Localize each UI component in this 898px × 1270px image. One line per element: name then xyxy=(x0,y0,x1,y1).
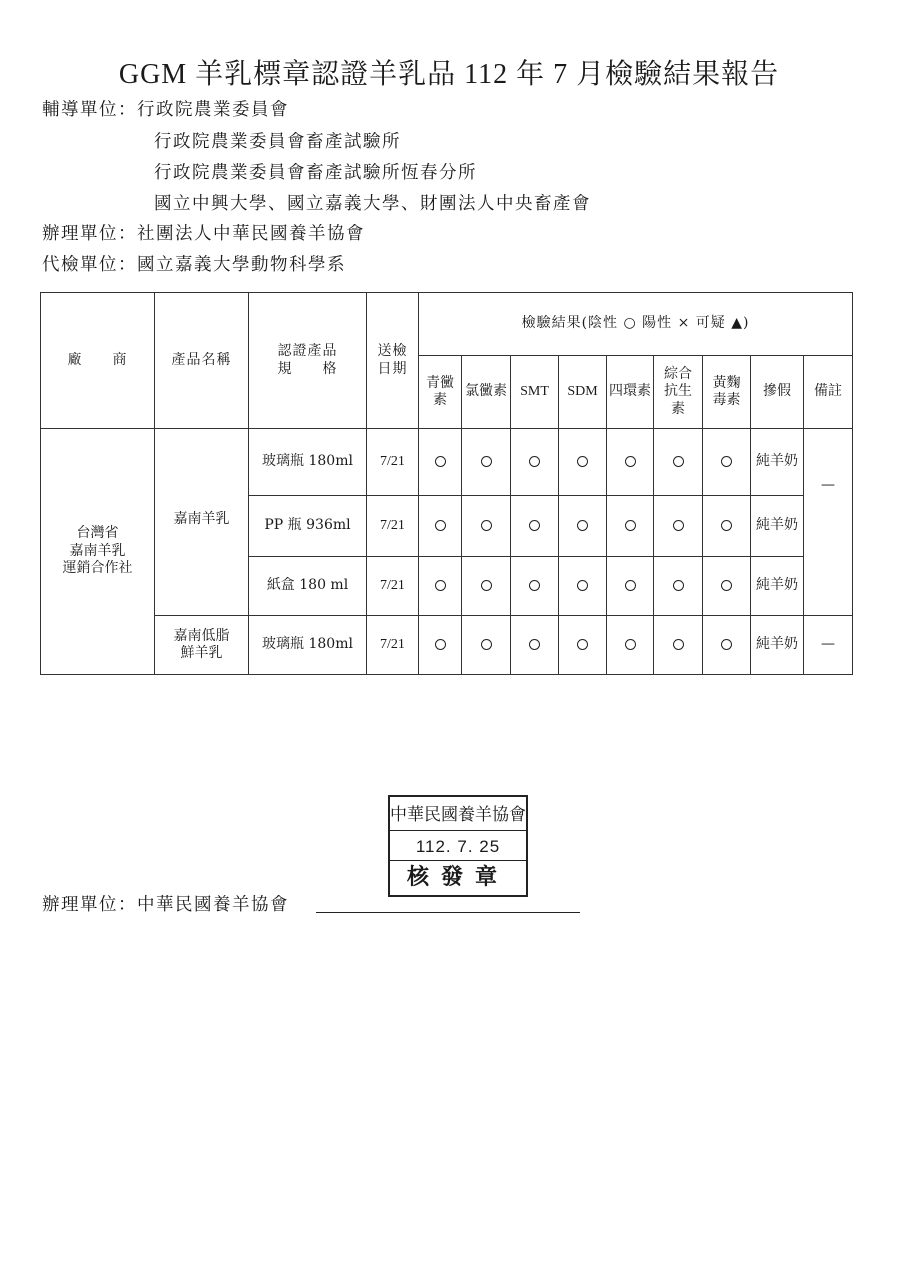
result-cell xyxy=(607,616,654,675)
header-product: 產品名稱 xyxy=(155,293,249,429)
header-test-sdm xyxy=(559,356,607,429)
negative-circle-icon xyxy=(435,580,446,591)
result-cell xyxy=(419,429,462,496)
result-cell xyxy=(419,496,462,557)
adulteration-cell: 純羊奶 xyxy=(751,429,804,496)
result-cell xyxy=(654,557,703,616)
result-cell xyxy=(703,429,751,496)
negative-circle-icon xyxy=(673,520,684,531)
result-cell xyxy=(559,616,607,675)
negative-circle-icon xyxy=(673,639,684,650)
negative-circle-icon xyxy=(529,456,540,467)
header-vendor: 廠 商 xyxy=(41,293,155,429)
header-test-antibiotics-l2: 抗生 xyxy=(664,383,692,400)
negative-circle-icon xyxy=(435,520,446,531)
header-spec-line2: 規 格 xyxy=(277,360,338,377)
result-cell xyxy=(462,429,511,496)
header-test-antibiotics xyxy=(654,356,703,429)
header-test-penicillin xyxy=(419,356,462,429)
header-test-smt xyxy=(511,356,559,429)
adulteration-cell: 純羊奶 xyxy=(751,557,804,616)
stamp-text: 核發章 xyxy=(390,860,526,893)
result-cell xyxy=(511,496,559,557)
negative-circle-icon xyxy=(721,456,732,467)
negative-circle-icon xyxy=(721,580,732,591)
tester-row xyxy=(42,251,346,276)
negative-circle-icon xyxy=(625,520,636,531)
header-test-penicillin-l2: 素 xyxy=(433,392,447,408)
negative-circle-icon xyxy=(481,639,492,650)
negative-circle-icon xyxy=(721,639,732,650)
approval-stamp xyxy=(388,795,528,897)
stamp-org: 中華民國養羊協會 xyxy=(390,800,526,831)
header-spec xyxy=(249,293,367,429)
result-cell xyxy=(703,496,751,557)
product-name-line-1: 嘉南低脂 xyxy=(173,627,230,644)
result-cell xyxy=(654,496,703,557)
results-table xyxy=(40,292,853,675)
date-cell: 7/21 xyxy=(367,557,419,616)
result-cell xyxy=(607,496,654,557)
product-name-line-2: 鮮羊乳 xyxy=(180,645,223,661)
footer-org: 中華民國養羊協會 xyxy=(137,895,289,915)
result-cell xyxy=(654,429,703,496)
result-cell xyxy=(462,557,511,616)
product-cell xyxy=(155,429,249,616)
result-cell xyxy=(511,429,559,496)
negative-circle-icon xyxy=(481,520,492,531)
footer-organizer xyxy=(42,891,289,916)
header-test-adulteration-l1: 摻假 xyxy=(763,383,791,400)
negative-circle-icon xyxy=(625,580,636,591)
date-cell: 7/21 xyxy=(367,496,419,557)
advisory-unit-1: 行政院農業委員會 xyxy=(137,100,289,120)
spec-cell: 玻璃瓶 180ml xyxy=(249,616,367,675)
header-note-l1: 備註 xyxy=(814,383,843,400)
negative-circle-icon xyxy=(481,456,492,467)
negative-circle-icon xyxy=(529,580,540,591)
spec-cell: 玻璃瓶 180ml xyxy=(249,429,367,496)
note-cell: — xyxy=(804,429,853,616)
negative-circle-icon xyxy=(435,456,446,467)
header-test-chloramphenicol xyxy=(462,356,511,429)
header-test-aflatoxin xyxy=(703,356,751,429)
spec-cell: 紙盒 180 ml xyxy=(249,557,367,616)
result-cell xyxy=(607,557,654,616)
advisory-unit-3: 行政院農業委員會畜產試驗所恆春分所 xyxy=(154,163,477,183)
header-test-adulteration xyxy=(751,356,804,429)
header-test-chloramphenicol-l1: 氯黴素 xyxy=(465,383,507,400)
note-cell: — xyxy=(804,616,853,675)
advisory-unit-row xyxy=(42,96,289,121)
table-row xyxy=(41,616,853,675)
header-row-1 xyxy=(41,293,853,356)
header-date-line1: 送檢 xyxy=(377,343,408,359)
negative-circle-icon xyxy=(481,580,492,591)
negative-circle-icon xyxy=(625,456,636,467)
header-date xyxy=(367,293,419,429)
footer-label: 辦理單位： xyxy=(42,895,137,915)
header-test-tetracycline xyxy=(607,356,654,429)
result-cell xyxy=(559,429,607,496)
header-results: 檢驗結果(陰性 ○ 陽性 × 可疑 ▲) xyxy=(419,293,853,356)
signature-line xyxy=(316,912,580,913)
header-date-line2: 日期 xyxy=(377,360,408,377)
table-row xyxy=(41,429,853,496)
result-cell xyxy=(511,616,559,675)
result-cell xyxy=(419,557,462,616)
negative-circle-icon xyxy=(577,456,588,467)
adulteration-cell: 純羊奶 xyxy=(751,496,804,557)
result-cell xyxy=(559,496,607,557)
header-test-aflatoxin-l2: 毒素 xyxy=(712,392,741,408)
result-cell xyxy=(703,616,751,675)
advisory-unit-2: 行政院農業委員會畜產試驗所 xyxy=(154,132,401,152)
negative-circle-icon xyxy=(577,580,588,591)
organizer-name: 社團法人中華民國養羊協會 xyxy=(137,224,365,244)
result-cell xyxy=(511,557,559,616)
product-name: 嘉南羊乳 xyxy=(173,511,230,527)
header-test-penicillin-l1: 青黴 xyxy=(426,374,454,391)
negative-circle-icon xyxy=(529,639,540,650)
negative-circle-icon xyxy=(625,639,636,650)
advisory-unit-4: 國立中興大學、國立嘉義大學、財團法人中央畜產會 xyxy=(154,194,591,214)
negative-circle-icon xyxy=(673,456,684,467)
result-cell xyxy=(559,557,607,616)
result-cell xyxy=(462,496,511,557)
header-test-antibiotics-l3: 素 xyxy=(671,400,685,417)
header-test-antibiotics-l1: 綜合 xyxy=(664,365,692,382)
tester-label: 代檢單位： xyxy=(42,255,137,275)
adulteration-cell: 純羊奶 xyxy=(751,616,804,675)
advisory-unit-label: 輔導單位： xyxy=(42,100,137,120)
negative-circle-icon xyxy=(673,580,684,591)
negative-circle-icon xyxy=(721,520,732,531)
organizer-row xyxy=(42,220,365,245)
header-test-tetracycline-l1: 四環素 xyxy=(609,383,651,400)
header-note xyxy=(804,356,853,429)
vendor-cell xyxy=(41,429,155,675)
vendor-line-2: 嘉南羊乳 xyxy=(69,542,126,559)
negative-circle-icon xyxy=(435,639,446,650)
report-title: GGM 羊乳標章認證羊乳品 112 年 7 月檢驗結果報告 xyxy=(118,59,780,90)
header-spec-line1: 認證產品 xyxy=(277,343,338,359)
header-test-smt-l1: SMT xyxy=(520,384,549,400)
tester-name: 國立嘉義大學動物科學系 xyxy=(137,255,346,275)
date-cell: 7/21 xyxy=(367,616,419,675)
result-cell xyxy=(419,616,462,675)
stamp-date: 112. 7. 25 xyxy=(415,837,501,856)
result-cell xyxy=(462,616,511,675)
result-cell xyxy=(607,429,654,496)
result-cell xyxy=(654,616,703,675)
result-cell xyxy=(703,557,751,616)
negative-circle-icon xyxy=(577,520,588,531)
spec-cell: PP 瓶 936ml xyxy=(249,496,367,557)
negative-circle-icon xyxy=(529,520,540,531)
product-cell xyxy=(155,616,249,675)
negative-circle-icon xyxy=(577,639,588,650)
vendor-line-1: 台灣省 xyxy=(76,525,119,542)
date-cell: 7/21 xyxy=(367,429,419,496)
header-test-sdm-l1: SDM xyxy=(567,384,598,400)
header-test-aflatoxin-l1: 黃麴 xyxy=(712,374,741,391)
vendor-line-3: 運銷合作社 xyxy=(62,560,133,577)
organizer-label: 辦理單位： xyxy=(42,224,137,244)
